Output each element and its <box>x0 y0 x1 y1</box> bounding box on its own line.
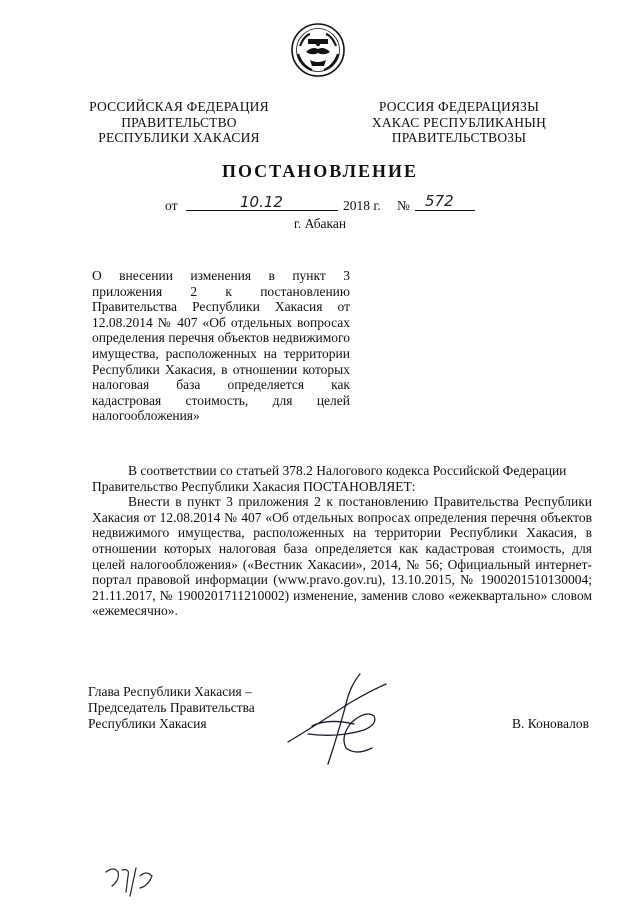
body-p1-line1: В соответствии со статьей 378.2 Налогового кодекса Российской Федерации <box>128 463 567 478</box>
coat-of-arms-emblem <box>290 22 346 78</box>
number-handwritten: 572 <box>425 192 454 210</box>
date-from-label: от <box>165 198 178 213</box>
document-subject <box>92 268 350 424</box>
document-title: ПОСТАНОВЛЕНИЕ <box>221 161 419 181</box>
signatory-position-line: Республики Хакасия <box>88 716 207 731</box>
header-right-line: РОССИЯ ФЕДЕРАЦИЯЗЫ <box>378 99 540 114</box>
subject-text: О внесении изменения в пункт 3 приложения 2 к постановлению Правительства Республики Хакасия от 12.08.2014 № 407 «Об отдельных вопросах определения перечня объектов недвижимого имущества, расположенных на территории Республики Хакасия, в отношении которых налоговая база определяется как кадастровая стоимость, для целей налогообложения» <box>92 268 350 424</box>
signatory-position-line: Глава Республики Хакасия – <box>88 684 252 699</box>
date-handwritten: 10.12 <box>240 193 283 211</box>
signatory-position <box>88 684 255 732</box>
document-body <box>92 463 592 619</box>
body-paragraph-1-cont <box>92 479 592 495</box>
header-right-line: ПРАВИТЕЛЬСТВОЗЫ <box>391 130 527 145</box>
city: г. Абакан <box>293 216 347 231</box>
number-underline <box>415 210 475 211</box>
header-left-line: РЕСПУБЛИКИ ХАКАСИЯ <box>98 130 260 145</box>
header-right-line: ХАКАС РЕСПУБЛИКАНЫҢ <box>371 114 547 130</box>
body-p1-line2: Правительство Республики Хакасия ПОСТАНОВЛЯЕТ: <box>92 478 416 494</box>
signatory-name: В. Коновалов <box>512 716 589 731</box>
body-paragraph-1 <box>92 463 592 479</box>
number-label: № <box>397 198 410 213</box>
date-year: 2018 г. <box>343 198 381 213</box>
header-left <box>84 99 274 146</box>
handwritten-initials <box>100 862 170 900</box>
header-left-line: РОССИЙСКАЯ ФЕДЕРАЦИЯ <box>89 99 269 114</box>
body-paragraph-2: Внести в пункт 3 приложения 2 к постановлению Правительства Республики Хакасия от 12.08.2014 № 407 «Об отдельных вопросах определения перечня объектов недвижимого имущества, расположенных на территории Республики Хакасия, в отношении которых налоговая база определяется как кадастровая стоимость, для целей налогообложения» («Вестник Хакасии», 2014, № 56; Официальный интернет-портал правовой информации (www.pravo.gov.ru), 13.10.2015, № 1900201510130004; 21.11.2017, № 1900201711210002) изменение, заменив слово «ежеквартально» словом «ежемесячно». <box>92 494 592 619</box>
header-right <box>362 99 556 146</box>
date-number-line <box>0 192 640 216</box>
signatory-position-line: Председатель Правительства <box>88 700 255 715</box>
header-left-line: ПРАВИТЕЛЬСТВО <box>121 114 237 130</box>
handwritten-signature <box>268 664 408 774</box>
